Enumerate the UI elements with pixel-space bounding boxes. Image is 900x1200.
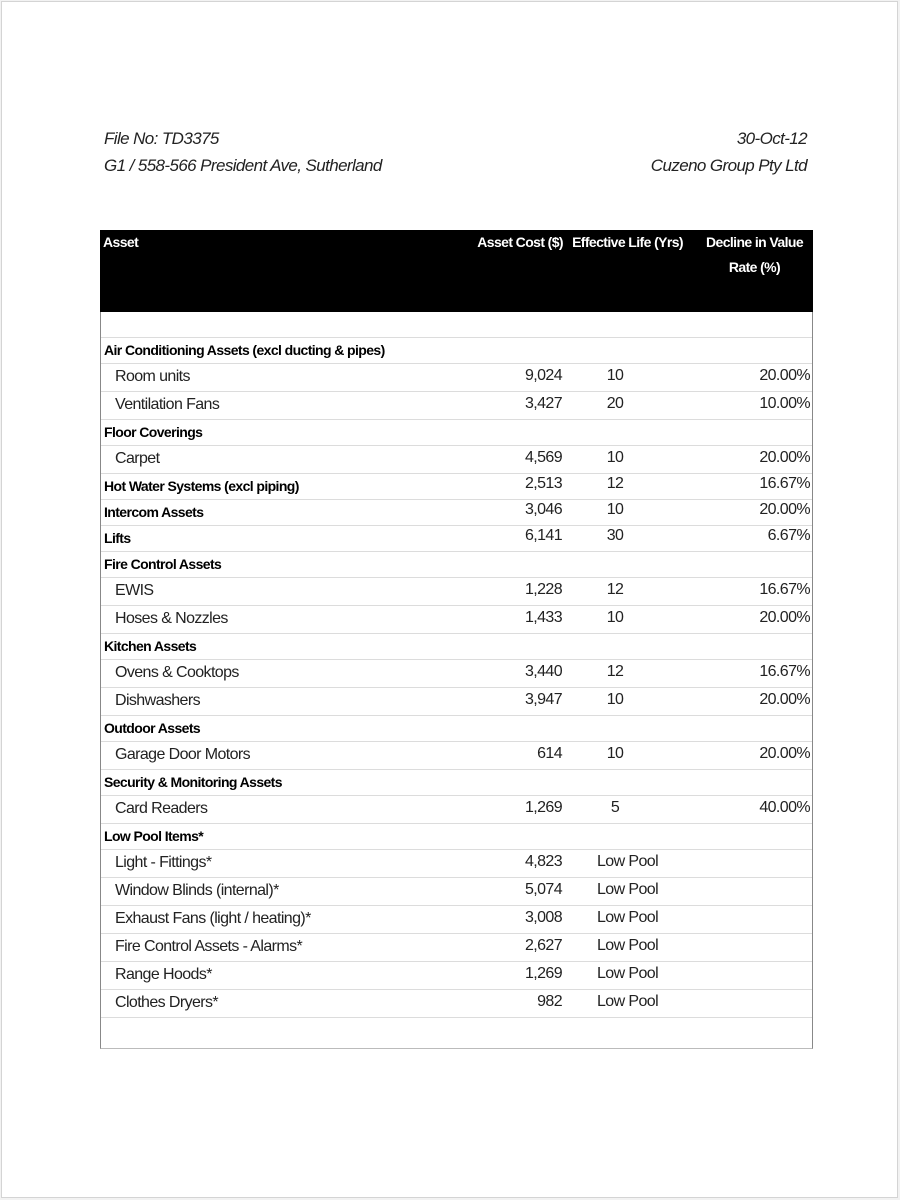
category-row bbox=[101, 474, 812, 500]
company-name: Cuzeno Group Pty Ltd bbox=[650, 156, 807, 175]
cell-effective-life: 10 bbox=[606, 367, 624, 384]
cell-asset-name: Carpet bbox=[115, 450, 160, 467]
cell-asset-name: Garage Door Motors bbox=[115, 746, 251, 763]
cell-asset-name: Kitchen Assets bbox=[104, 638, 197, 654]
file-number: File No: TD3375 bbox=[104, 129, 219, 148]
cell-asset-cost: 614 bbox=[537, 745, 562, 762]
cell-asset-cost: 5,074 bbox=[524, 881, 562, 898]
cell-effective-life: 12 bbox=[606, 581, 624, 598]
cell-decline-rate: 6.67% bbox=[767, 527, 810, 544]
cell-asset-name: Light - Fittings* bbox=[115, 854, 212, 871]
table-row bbox=[101, 446, 812, 474]
cell-asset-name: Window Blinds (internal)* bbox=[115, 882, 279, 899]
table-body bbox=[100, 312, 813, 1049]
category-row bbox=[101, 420, 812, 446]
cell-asset-name: Intercom Assets bbox=[104, 504, 204, 520]
category-row bbox=[101, 552, 812, 578]
report-date: 30-Oct-12 bbox=[736, 129, 807, 148]
cell-asset-name: Outdoor Assets bbox=[104, 720, 201, 736]
table-row bbox=[101, 962, 812, 990]
cell-decline-rate: 40.00% bbox=[759, 799, 810, 816]
spacer-row bbox=[101, 1018, 812, 1048]
cell-asset-cost: 3,947 bbox=[524, 691, 562, 708]
cell-asset-name: Range Hoods* bbox=[115, 966, 212, 983]
cell-effective-life: 10 bbox=[606, 691, 624, 708]
property-address: G1 / 558-566 President Ave, Sutherland bbox=[104, 156, 382, 175]
cell-effective-life: Low Pool bbox=[597, 993, 659, 1010]
cell-asset-cost: 1,269 bbox=[524, 799, 562, 816]
cell-asset-name: Clothes Dryers* bbox=[115, 994, 219, 1011]
asset-schedule-table bbox=[100, 230, 813, 1049]
cell-decline-rate: 20.00% bbox=[759, 367, 810, 384]
cell-effective-life: 5 bbox=[610, 799, 620, 816]
table-row bbox=[101, 392, 812, 420]
table-row bbox=[101, 796, 812, 824]
cell-decline-rate: 20.00% bbox=[759, 745, 810, 762]
cell-decline-rate: 16.67% bbox=[759, 581, 810, 598]
cell-asset-cost: 4,823 bbox=[524, 853, 562, 870]
cell-effective-life: 10 bbox=[606, 609, 624, 626]
table-row bbox=[101, 688, 812, 716]
col-header-life: Effective Life (Yrs) bbox=[572, 234, 683, 250]
table-row bbox=[101, 660, 812, 688]
table-row bbox=[101, 742, 812, 770]
category-row bbox=[101, 770, 812, 796]
cell-asset-name: Card Readers bbox=[115, 800, 208, 817]
cell-asset-name: Hot Water Systems (excl piping) bbox=[104, 478, 299, 494]
cell-asset-name: Room units bbox=[115, 368, 190, 385]
cell-effective-life: 20 bbox=[606, 395, 624, 412]
cell-effective-life: 10 bbox=[606, 501, 624, 518]
cell-asset-cost: 2,627 bbox=[524, 937, 562, 954]
cell-asset-cost: 1,228 bbox=[524, 581, 562, 598]
cell-effective-life: 10 bbox=[606, 449, 624, 466]
table-header bbox=[100, 230, 813, 312]
cell-decline-rate: 20.00% bbox=[759, 449, 810, 466]
category-row bbox=[101, 824, 812, 850]
cell-effective-life: Low Pool bbox=[597, 909, 659, 926]
cell-asset-name: EWIS bbox=[115, 582, 154, 599]
category-row bbox=[101, 634, 812, 660]
cell-asset-name: Fire Control Assets - Alarms* bbox=[115, 938, 303, 955]
table-row bbox=[101, 364, 812, 392]
cell-asset-cost: 982 bbox=[537, 993, 562, 1010]
cell-decline-rate: 20.00% bbox=[759, 609, 810, 626]
spacer-row bbox=[101, 312, 812, 338]
cell-decline-rate: 16.67% bbox=[759, 475, 810, 492]
category-row bbox=[101, 716, 812, 742]
table-row bbox=[101, 878, 812, 906]
cell-decline-rate: 10.00% bbox=[759, 395, 810, 412]
cell-effective-life: 30 bbox=[606, 527, 624, 544]
cell-asset-name: Ovens & Cooktops bbox=[115, 664, 239, 681]
table-row bbox=[101, 578, 812, 606]
category-row bbox=[101, 338, 812, 364]
cell-effective-life: 12 bbox=[606, 475, 624, 492]
table-row bbox=[101, 990, 812, 1018]
cell-effective-life: Low Pool bbox=[597, 965, 659, 982]
cell-asset-name: Ventilation Fans bbox=[115, 396, 220, 413]
col-header-rate-line2: Rate (%) bbox=[728, 259, 781, 275]
col-header-cost: Asset Cost ($) bbox=[477, 234, 563, 250]
cell-asset-cost: 3,046 bbox=[524, 501, 562, 518]
category-row bbox=[101, 500, 812, 526]
cell-effective-life: Low Pool bbox=[597, 853, 659, 870]
table-row bbox=[101, 606, 812, 634]
cell-asset-cost: 3,427 bbox=[524, 395, 562, 412]
cell-asset-cost: 3,440 bbox=[524, 663, 562, 680]
cell-effective-life: Low Pool bbox=[597, 937, 659, 954]
cell-asset-cost: 2,513 bbox=[524, 475, 562, 492]
cell-asset-name: Lifts bbox=[104, 530, 131, 546]
col-header-asset: Asset bbox=[103, 234, 139, 250]
cell-asset-name: Floor Coverings bbox=[104, 424, 203, 440]
cell-decline-rate: 20.00% bbox=[759, 691, 810, 708]
cell-asset-name: Air Conditioning Assets (excl ducting & pipes) bbox=[104, 342, 385, 358]
cell-asset-cost: 1,269 bbox=[524, 965, 562, 982]
cell-asset-name: Low Pool Items* bbox=[104, 828, 204, 844]
cell-effective-life: 12 bbox=[606, 663, 624, 680]
table-row bbox=[101, 906, 812, 934]
table-row bbox=[101, 934, 812, 962]
cell-asset-cost: 6,141 bbox=[524, 527, 562, 544]
cell-decline-rate: 20.00% bbox=[759, 501, 810, 518]
col-header-rate-line1: Decline in Value bbox=[706, 234, 803, 250]
cell-decline-rate: 16.67% bbox=[759, 663, 810, 680]
cell-asset-cost: 1,433 bbox=[524, 609, 562, 626]
col-header-rate bbox=[706, 230, 803, 280]
cell-asset-name: Dishwashers bbox=[115, 692, 200, 709]
cell-asset-cost: 3,008 bbox=[524, 909, 562, 926]
cell-asset-cost: 9,024 bbox=[524, 367, 562, 384]
cell-asset-name: Security & Monitoring Assets bbox=[104, 774, 282, 790]
category-row bbox=[101, 526, 812, 552]
cell-effective-life: Low Pool bbox=[597, 881, 659, 898]
cell-asset-name: Fire Control Assets bbox=[104, 556, 222, 572]
cell-asset-name: Hoses & Nozzles bbox=[115, 610, 228, 627]
table-row bbox=[101, 850, 812, 878]
cell-effective-life: 10 bbox=[606, 745, 624, 762]
cell-asset-cost: 4,569 bbox=[524, 449, 562, 466]
cell-asset-name: Exhaust Fans (light / heating)* bbox=[115, 910, 311, 927]
